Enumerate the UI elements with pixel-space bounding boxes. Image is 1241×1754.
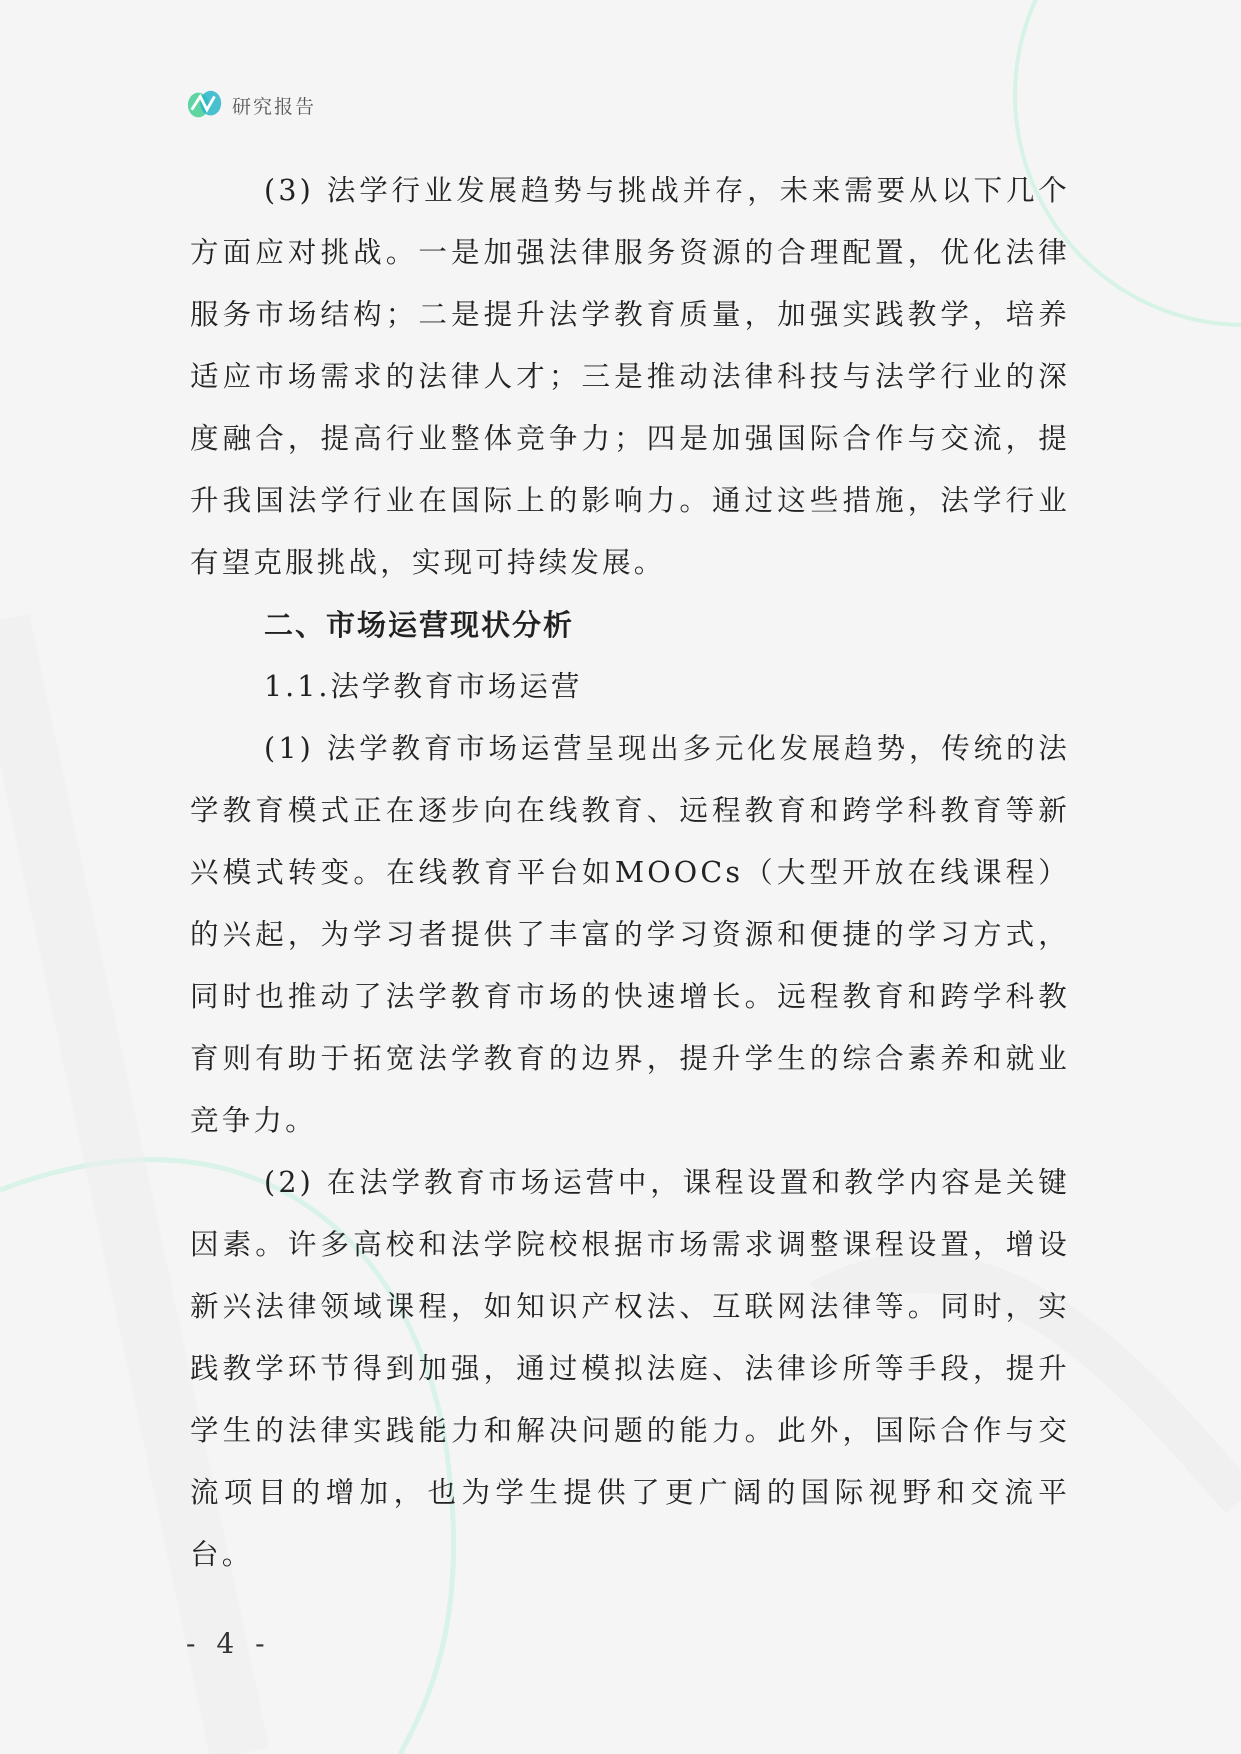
paragraph-3-trends: (3) 法学行业发展趋势与挑战并存，未来需要从以下几个方面应对挑战。一是加强法律服务资源的合理配置，优化法律服务市场结构；二是提升法学教育质量，加强实践教学，培养适应市场需求的法律人才；三是推动法律科技与法学行业的深度融合，提高行业整体竞争力；四是加强国际合作与交流，提升我国法学行业在国际上的影响力。通过这些措施，法学行业有望克服挑战，实现可持续发展。 (190, 174, 1070, 579)
section-heading: 二、市场运营现状分析 (264, 608, 575, 642)
header-title: 研究报告 (232, 95, 317, 118)
subsection-heading: 1.1.法学教育市场运营 (264, 670, 583, 703)
report-header (186, 88, 316, 122)
page-number: - 4 - (186, 1627, 271, 1660)
document-body (190, 160, 1070, 1586)
paragraph-1-education-market: (1) 法学教育市场运营呈现出多元化发展趋势，传统的法学教育模式正在逐步向在线教育、远程教育和跨学科教育等新兴模式转变。在线教育平台如MOOCs（大型开放在线课程）的兴起，为学习者提供了丰富的学习资源和便捷的学习方式，同时也推动了法学教育市场的快速增长。远程教育和跨学科教育则有助于拓宽法学教育的边界，提升学生的综合素养和就业竞争力。 (190, 732, 1070, 1137)
paragraph-2-curriculum: (2) 在法学教育市场运营中，课程设置和教学内容是关键因素。许多高校和法学院校根据市场需求调整课程设置，增设新兴法律领域课程，如知识产权法、互联网法律等。同时，实践教学环节得到加强，通过模拟法庭、法律诊所等手段，提升学生的法律实践能力和解决问题的能力。此外，国际合作与交流项目的增加，也为学生提供了更广阔的国际视野和交流平台。 (190, 1166, 1070, 1571)
report-logo-icon (186, 88, 224, 122)
